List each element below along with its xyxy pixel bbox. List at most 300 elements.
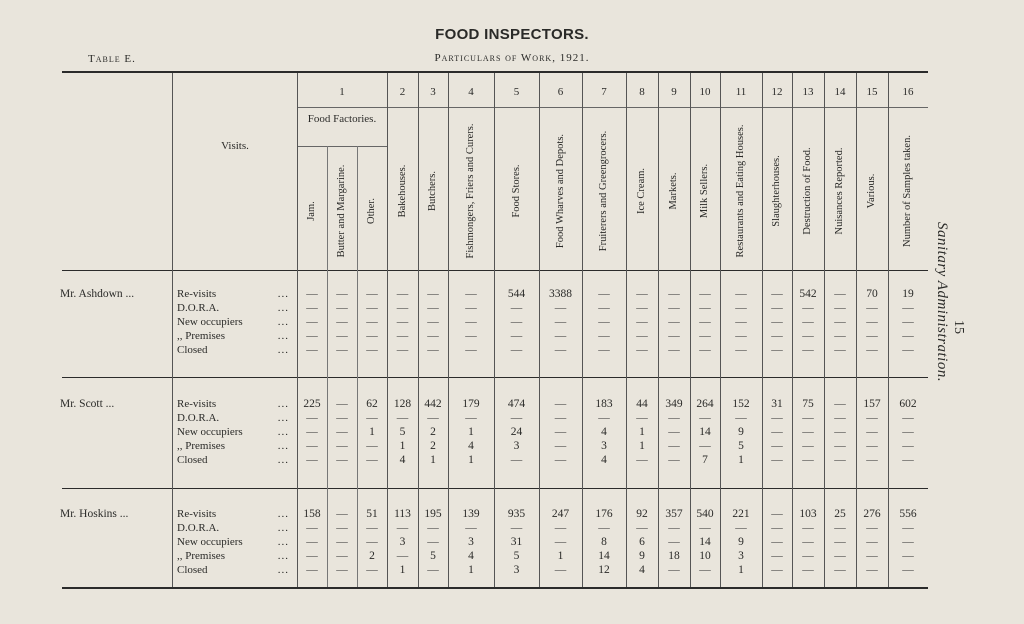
visit-type-label (177, 508, 293, 520)
table-cell: — (735, 522, 747, 534)
table-cell: 3 (513, 564, 520, 576)
leader-dots: ... (277, 550, 289, 562)
table-cell: — (598, 330, 610, 342)
table-cell: — (834, 316, 846, 328)
table-cell: — (735, 302, 747, 314)
table-cell: — (306, 564, 318, 576)
table-cell: — (802, 412, 814, 424)
table-cell: — (465, 344, 477, 356)
table-cell: 357 (665, 508, 683, 520)
table-cell: — (866, 316, 878, 328)
table-cell: — (306, 316, 318, 328)
leader-dots: ... (277, 454, 289, 466)
table-cell: — (427, 536, 439, 548)
table-cell: — (866, 550, 878, 562)
table-cell: 4 (468, 440, 474, 452)
table-cell: 5 (399, 426, 406, 438)
table-cell: 62 (366, 398, 378, 410)
table-cell: 152 (732, 398, 750, 410)
leader-dots: ... (277, 412, 289, 424)
table-cell: — (366, 522, 378, 534)
table-cell: — (802, 344, 814, 356)
table-cell: — (366, 454, 378, 466)
table-cell: — (834, 550, 846, 562)
table-cell: 5 (513, 550, 520, 562)
table-cell: — (699, 316, 711, 328)
visit-type-label (177, 398, 293, 410)
table-cell: — (902, 454, 914, 466)
table-cell: — (771, 288, 783, 300)
table-cell: 9 (738, 426, 744, 438)
table-cell: 221 (732, 508, 750, 520)
column-name-header: Fruiterers and Greengrocers. (598, 130, 610, 252)
visit-type-label (177, 426, 293, 438)
table-cell: 1 (738, 564, 744, 576)
table-cell: 70 (866, 288, 878, 300)
table-cell: 179 (462, 398, 480, 410)
column-name-header: Fishmongers, Friers and Curers. (465, 123, 477, 259)
table-cell: — (598, 316, 610, 328)
visit-type-text: Closed (177, 344, 208, 356)
column-number: 11 (735, 86, 747, 98)
column-number: 6 (557, 86, 564, 98)
table-cell: — (336, 302, 348, 314)
table-cell: — (902, 536, 914, 548)
table-cell: 24 (510, 426, 523, 438)
table-cell: 247 (551, 508, 570, 520)
table-cell: — (834, 564, 846, 576)
header-bottom-rule (62, 270, 928, 271)
table-cell: — (668, 426, 680, 438)
table-cell: — (668, 288, 680, 300)
table-cell: — (771, 344, 783, 356)
page-number: 15 (951, 320, 966, 334)
table-cell: 14 (699, 536, 711, 548)
table-cell: — (802, 564, 814, 576)
visit-type-text: D.O.R.A. (177, 302, 220, 314)
table-cell: — (336, 412, 348, 424)
table-cell: 3 (601, 440, 607, 452)
column-number: 7 (601, 86, 607, 98)
table-cell: 12 (598, 564, 610, 576)
table-cell: — (427, 316, 439, 328)
table-cell: — (834, 302, 846, 314)
table-cell: — (427, 344, 439, 356)
visit-type-label (177, 550, 293, 562)
table-cell: — (554, 412, 567, 424)
table-cell: — (735, 316, 747, 328)
table-cell: 1 (468, 454, 474, 466)
table-cell: — (866, 440, 878, 452)
leader-dots: ... (277, 288, 289, 300)
table-cell: — (465, 330, 477, 342)
table-cell: — (336, 564, 348, 576)
table-cell: — (699, 344, 711, 356)
table-cell: — (771, 302, 783, 314)
table-cell: — (866, 330, 878, 342)
table-cell: 2 (430, 426, 436, 438)
leader-dots: ... (277, 344, 289, 356)
table-cell: — (802, 536, 814, 548)
table-cell: — (366, 344, 378, 356)
table-cell: — (396, 316, 409, 328)
table-cell: — (802, 316, 814, 328)
column-name-header: Various. (866, 173, 878, 209)
table-cell: 3 (399, 536, 406, 548)
table-cell: — (902, 344, 914, 356)
table-cell: — (866, 454, 878, 466)
table-cell: — (396, 412, 409, 424)
table-cell: — (735, 412, 747, 424)
visit-type-text: New occupiers (177, 316, 243, 328)
running-head: Sanitary Administration. (934, 222, 950, 383)
table-cell: — (427, 288, 439, 300)
table-cell: 1 (369, 426, 375, 438)
table-cell: — (902, 412, 914, 424)
visit-type-label (177, 454, 293, 466)
table-cell: 183 (595, 398, 613, 410)
table-cell: — (902, 564, 914, 576)
table-cell: — (802, 522, 814, 534)
visit-type-label (177, 412, 293, 424)
table-cell: — (834, 454, 846, 466)
table-cell: — (510, 330, 523, 342)
table-cell: — (771, 508, 783, 520)
table-cell: — (771, 564, 783, 576)
table-cell: — (336, 330, 348, 342)
column-number: 2 (399, 86, 406, 98)
table-cell: — (427, 330, 439, 342)
table-cell: — (554, 454, 567, 466)
column-rule (327, 146, 328, 587)
table-cell: 44 (636, 398, 648, 410)
table-cell: — (554, 426, 567, 438)
table-cell: 92 (636, 508, 648, 520)
table-cell: — (834, 536, 846, 548)
column-number: 9 (671, 86, 677, 98)
table-cell: — (598, 522, 610, 534)
leader-dots: ... (277, 522, 289, 534)
table-cell: — (866, 302, 878, 314)
table-cell: 5 (738, 440, 744, 452)
table-cell: 556 (899, 508, 917, 520)
table-cell: — (668, 330, 680, 342)
table-cell: — (396, 550, 409, 562)
table-cell: — (866, 536, 878, 548)
table-cell: 14 (598, 550, 610, 562)
table-cell: 1 (639, 426, 645, 438)
number-row-rule (297, 107, 928, 108)
table-cell: — (699, 522, 711, 534)
table-cell: — (802, 440, 814, 452)
table-cell: 9 (738, 536, 744, 548)
column-name-header: Milk Sellers. (699, 163, 711, 219)
table-cell: 158 (303, 508, 321, 520)
table-cell: — (336, 454, 348, 466)
column-number: 1 (339, 86, 345, 98)
table-cell: 542 (799, 288, 817, 300)
table-cell: — (902, 440, 914, 452)
table-cell: — (306, 412, 318, 424)
table-cell: 25 (834, 508, 846, 520)
table-cell: 4 (601, 454, 607, 466)
table-cell: — (465, 302, 477, 314)
table-cell: 225 (303, 398, 321, 410)
column-number: 12 (771, 86, 783, 98)
table-cell: — (735, 330, 747, 342)
visit-type-label (177, 536, 293, 548)
table-cell: 4 (601, 426, 607, 438)
table-cell: — (510, 412, 523, 424)
table-cell: — (396, 302, 409, 314)
column-name-header: Destruction of Food. (802, 147, 814, 235)
table-cell: — (366, 330, 378, 342)
table-cell: 276 (863, 508, 881, 520)
table-cell: — (427, 412, 439, 424)
table-cell: — (336, 316, 348, 328)
table-cell: 6 (639, 536, 645, 548)
visit-type-label (177, 330, 293, 342)
table-cell: — (802, 454, 814, 466)
leader-dots: ... (277, 440, 289, 452)
table-cell: — (902, 550, 914, 562)
table-cell: 1 (468, 426, 474, 438)
column-number: 14 (834, 86, 846, 98)
visit-type-text: D.O.R.A. (177, 522, 220, 534)
table-cell: — (554, 440, 567, 452)
table-cell: 442 (424, 398, 442, 410)
table-cell: — (902, 330, 914, 342)
page-title: FOOD INSPECTORS. (435, 26, 589, 43)
table-cell: — (427, 564, 439, 576)
table-cell: — (834, 344, 846, 356)
table-cell: 10 (699, 550, 711, 562)
visit-type-label (177, 302, 293, 314)
table-cell: — (554, 344, 567, 356)
leader-dots: ... (277, 398, 289, 410)
table-cell: — (465, 522, 477, 534)
table-cell: 51 (366, 508, 378, 520)
table-cell: 31 (510, 536, 523, 548)
table-cell: — (699, 440, 711, 452)
column-name-header: Slaughterhouses. (771, 155, 783, 227)
table-cell: — (735, 344, 747, 356)
table-cell: — (336, 522, 348, 534)
table-cell: — (306, 536, 318, 548)
table-cell: — (834, 330, 846, 342)
visit-type-text: Re-visits (177, 288, 217, 300)
table-cell: 4 (639, 564, 645, 576)
leader-dots: ... (277, 426, 289, 438)
table-cell: 3388 (549, 288, 572, 300)
table-cell: — (598, 344, 610, 356)
inspector-name: Mr. Scott ... (60, 398, 115, 410)
table-cell: — (636, 412, 648, 424)
table-cell: 1 (399, 564, 406, 576)
table-cell: — (771, 440, 783, 452)
visit-type-text: ,, Premises (177, 550, 225, 562)
table-cell: — (336, 440, 348, 452)
table-cell: — (636, 454, 648, 466)
table-cell: — (427, 522, 439, 534)
table-cell: — (771, 522, 783, 534)
table-cell: — (668, 454, 680, 466)
table-cell: — (668, 536, 680, 548)
table-cell: — (834, 288, 846, 300)
column-name-header: Butter and Margarine. (336, 164, 348, 258)
visit-type-label (177, 316, 293, 328)
table-cell: — (306, 522, 318, 534)
table-cell: — (636, 316, 648, 328)
table-cell: — (336, 426, 348, 438)
table-cell: 2 (369, 550, 375, 562)
table-cell: — (366, 288, 378, 300)
table-cell: — (465, 316, 477, 328)
table-cell: 7 (702, 454, 708, 466)
table-cell: — (834, 398, 846, 410)
table-cell: 935 (507, 508, 526, 520)
table-cell: — (668, 412, 680, 424)
table-cell: — (336, 536, 348, 548)
table-cell: 602 (899, 398, 917, 410)
table-cell: — (336, 550, 348, 562)
table-cell: — (866, 426, 878, 438)
table-cell: — (465, 412, 477, 424)
table-cell: — (396, 288, 409, 300)
table-cell: 1 (430, 454, 436, 466)
table-cell: — (771, 550, 783, 562)
table-cell: 195 (424, 508, 442, 520)
table-cell: — (396, 522, 409, 534)
table-cell: 18 (668, 550, 680, 562)
table-cell: — (306, 302, 318, 314)
table-cell: — (366, 564, 378, 576)
visit-type-text: Re-visits (177, 508, 217, 520)
column-name-header: Nuisances Reported. (834, 147, 846, 235)
visits-left-rule (172, 73, 173, 587)
visit-type-text: Re-visits (177, 398, 217, 410)
table-cell: — (668, 564, 680, 576)
visit-type-label (177, 288, 293, 300)
table-cell: 2 (430, 440, 436, 452)
column-number: 3 (430, 86, 436, 98)
table-cell: — (771, 536, 783, 548)
leader-dots: ... (277, 302, 289, 314)
table-cell: — (699, 302, 711, 314)
column-number: 8 (639, 86, 645, 98)
table-cell: — (306, 550, 318, 562)
column-rule (357, 146, 358, 587)
column-name-header: Jam. (306, 201, 318, 221)
table-cell: 1 (399, 440, 406, 452)
table-cell: — (306, 288, 318, 300)
table-cell: — (554, 330, 567, 342)
table-cell: — (396, 344, 409, 356)
column-name-header: Bakehouses. (396, 164, 408, 218)
visit-type-text: D.O.R.A. (177, 412, 220, 424)
table-cell: — (510, 344, 523, 356)
table-cell: — (834, 440, 846, 452)
table-cell: 474 (507, 398, 526, 410)
table-cell: — (554, 564, 567, 576)
table-cell: — (306, 330, 318, 342)
column-name-header: Butchers. (427, 171, 439, 211)
table-cell: — (866, 522, 878, 534)
table-cell: 19 (902, 288, 914, 300)
table-cell: — (699, 412, 711, 424)
food-factories-rule (297, 146, 387, 147)
visit-type-text: ,, Premises (177, 440, 225, 452)
table-cell: — (699, 564, 711, 576)
table-cell: — (366, 316, 378, 328)
inspector-name: Mr. Ashdown ... (60, 288, 135, 300)
table-cell: — (771, 316, 783, 328)
table-cell: — (510, 454, 523, 466)
table-cell: 1 (639, 440, 645, 452)
inspector-name: Mr. Hoskins ... (60, 508, 129, 520)
table-cell: — (636, 302, 648, 314)
table-cell: — (802, 550, 814, 562)
table-cell: 8 (601, 536, 607, 548)
table-cell: 75 (802, 398, 814, 410)
column-number: 4 (468, 86, 474, 98)
table-cell: — (802, 426, 814, 438)
section-rule-1 (62, 377, 928, 378)
table-cell: — (834, 412, 846, 424)
table-cell: — (636, 330, 648, 342)
table-cell: 3 (513, 440, 520, 452)
table-cell: — (699, 330, 711, 342)
table-cell: 1 (557, 550, 564, 562)
table-cell: — (510, 316, 523, 328)
column-name-header: Food Stores. (510, 164, 522, 218)
column-name-header: Ice Cream. (636, 167, 648, 215)
table-cell: 113 (394, 508, 411, 520)
table-cell: 14 (699, 426, 711, 438)
table-cell: — (554, 536, 567, 548)
visit-type-label (177, 440, 293, 452)
table-cell: 4 (468, 550, 474, 562)
table-cell: — (336, 508, 348, 520)
table-cell: — (668, 344, 680, 356)
table-cell: — (366, 412, 378, 424)
table-cell: — (902, 316, 914, 328)
table-cell: — (902, 522, 914, 534)
section-rule-2 (62, 488, 928, 489)
table-cell: 31 (771, 398, 783, 410)
visit-type-text: Closed (177, 564, 208, 576)
table-cell: 1 (468, 564, 474, 576)
table-cell: — (866, 344, 878, 356)
table-bottom-rule (62, 587, 928, 589)
table-cell: — (834, 522, 846, 534)
table-cell: — (366, 536, 378, 548)
table-cell: — (699, 288, 711, 300)
column-number: 16 (902, 86, 914, 98)
table-cell: — (902, 302, 914, 314)
table-cell: — (802, 330, 814, 342)
table-cell: 544 (507, 288, 526, 300)
table-cell: — (668, 522, 680, 534)
table-cell: — (598, 412, 610, 424)
leader-dots: ... (277, 564, 289, 576)
table-cell: — (366, 302, 378, 314)
column-number: 5 (513, 86, 520, 98)
table-cell: 103 (799, 508, 817, 520)
column-name-header: Restaurants and Eating Houses. (735, 124, 747, 258)
column-name-header: Food Wharves and Depots. (554, 133, 566, 249)
table-cell: 157 (863, 398, 881, 410)
